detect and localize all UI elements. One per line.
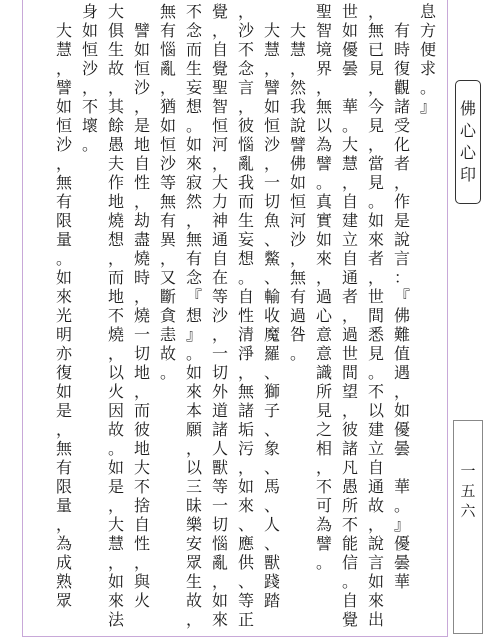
text-column: 身 如 恒 沙 ， 不 壞 。	[81, 2, 98, 154]
text-column: ， 沙 不 念 言 ， 彼 惱 亂 我 而 生 妄 想 。 自 性 清 淨 ， 無 諸 垢 污 ， 如 來 、 應 供 、 等 正	[237, 2, 254, 629]
text-columns	[51, 2, 441, 632]
page-number-box: 一 五 六	[453, 420, 483, 634]
text-column: 息 方 便 求 。 』	[419, 2, 436, 116]
text-column: 大 慧 ， 譬 如 恒 沙 ， 無 有 限 量 。 如 來 光 明 亦 復 如 是 ， 無 有 限 量 ， 為 成 熟 眾	[55, 21, 72, 610]
book-title-box: 佛 心 心 印	[455, 80, 481, 204]
text-column: 大 慧 ， 然 我 說 譬 佛 如 恒 河 沙 ， 無 有 過 咎 。	[289, 21, 306, 363]
text-frame	[22, 0, 448, 637]
text-column: ， 無 已 見 ， 今 見 ， 當 見 。 如 來 者 ， 世 間 悉 見 。 不 以 建 立 自 通 故 ， 說 言 如 來 出	[367, 2, 384, 629]
text-column: 大 俱 生 故 ， 其 餘 愚 夫 作 地 燒 想 ， 而 地 不 燒 ， 以 火 因 故 。 如 是 ， 大 慧 ， 如 來 法	[107, 2, 124, 629]
text-column: 大 慧 ， 譬 如 恒 沙 ， 一 切 魚 、 鱉 、 輸 收 魔 羅 、 獅 子 、 象 、 馬 、 人 、 獸 踐 踏	[263, 21, 280, 610]
text-column: 有 時 復 觀 諸 受 化 者 ， 作 是 說 言 ： 『 佛 難 值 遇 ， 如 優 曇 華 。 』 優 曇 華	[393, 21, 410, 591]
text-column: 覺 ， 自 覺 聖 智 恒 河 ， 大 力 神 通 自 在 等 沙 ， 一 切 外 道 諸 人 獸 等 一 切 惱 亂 ， 如 來	[211, 2, 228, 629]
text-column: 聖 智 境 界 ， 無 以 為 譬 。 真 實 如 來 ， 過 心 意 意 識 所 見 之 相 ， 不 可 為 譬 。	[315, 2, 332, 572]
text-column: 不 念 而 生 妄 想 。 如 來 寂 然 ， 無 有 念 『 想 』 。 如 來 本 願 ， 以 三 昧 樂 安 眾 生 故 ，	[185, 2, 202, 629]
text-column: 譬 如 恒 沙 ， 是 地 自 性 ， 劫 盡 燒 時 ， 燒 一 切 地 ， 而 彼 地 大 不 捨 自 性 ， 與 火	[133, 21, 150, 610]
text-column: 世 如 優 曇 華 。 大 慧 ， 自 建 立 自 通 者 ， 過 世 間 望 ， 彼 諸 凡 愚 所 不 能 信 。 自 覺	[341, 2, 358, 629]
text-column: 無 有 惱 亂 ， 猶 如 恒 沙 等 無 有 異 ， 又 斷 貪 恚 故 。	[159, 2, 176, 382]
